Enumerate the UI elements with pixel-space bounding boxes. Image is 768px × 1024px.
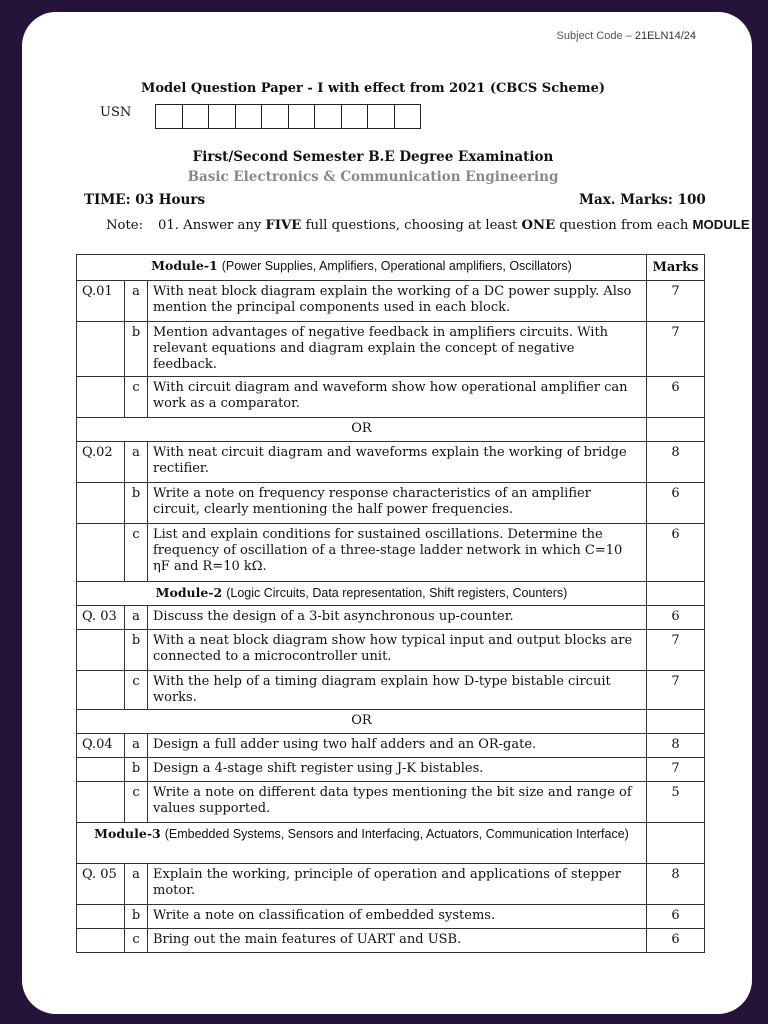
question-text: With the help of a timing diagram explain how D-type bistable circuit works. (148, 671, 647, 710)
module-name: Module-3 (94, 826, 161, 841)
usn-digit-box (394, 104, 422, 129)
exam-title: First/Second Semester B.E Degree Examination (192, 149, 554, 165)
question-row (77, 322, 705, 377)
question-text: Design a 4-stage shift register using J-K bistables. (148, 758, 647, 782)
question-marks: 7 (647, 630, 705, 671)
usn-boxes (155, 104, 420, 129)
usn-digit-box (367, 104, 395, 129)
exam-duration: TIME: 03 Hours (84, 192, 206, 208)
question-marks: 7 (647, 322, 705, 377)
marks-header: Marks (647, 255, 705, 281)
usn-digit-box (261, 104, 289, 129)
or-row (77, 418, 705, 442)
module-heading (77, 823, 647, 864)
module-heading (77, 255, 647, 281)
question-text: Write a note on different data types mentioning the bit size and range of values supported. (148, 782, 647, 823)
instructions-note (106, 217, 750, 233)
sub-label: a (125, 864, 148, 905)
usn-digit-box (288, 104, 316, 129)
question-marks: 7 (647, 281, 705, 322)
question-row (77, 377, 705, 418)
note-text: full questions, choosing at least (301, 218, 522, 233)
question-row (77, 929, 705, 953)
sub-label: c (125, 671, 148, 710)
question-number (77, 905, 125, 929)
question-text: With a neat block diagram show how typical input and output blocks are connected to a microcontroller unit. (148, 630, 647, 671)
note-emphasis: ONE (521, 218, 556, 233)
question-marks: 6 (647, 606, 705, 630)
note-text: 01. Answer any (158, 218, 266, 233)
usn-digit-box (341, 104, 369, 129)
empty-marks (647, 823, 705, 864)
question-row (77, 758, 705, 782)
question-row (77, 671, 705, 710)
sub-label: b (125, 322, 148, 377)
question-number (77, 322, 125, 377)
module-name: Module-2 (155, 585, 223, 600)
sub-label: a (125, 734, 148, 758)
question-row (77, 606, 705, 630)
usn-digit-box (182, 104, 210, 129)
note-text: question from each (555, 218, 693, 233)
sub-label: c (125, 782, 148, 823)
subject-code-value: 21ELN14/24 (634, 30, 696, 42)
module-header-row (77, 823, 705, 864)
question-number (77, 758, 125, 782)
question-marks: 6 (647, 377, 705, 418)
question-row (77, 442, 705, 483)
usn-digit-box (208, 104, 236, 129)
question-marks: 6 (647, 905, 705, 929)
question-row (77, 483, 705, 524)
question-marks: 6 (647, 524, 705, 582)
module-description: (Logic Circuits, Data representation, Shift registers, Counters) (226, 586, 568, 600)
usn-digit-box (155, 104, 183, 129)
or-separator: OR (77, 418, 647, 442)
note-emphasis: MODULE (692, 217, 750, 232)
question-number (77, 524, 125, 582)
subject-title: Basic Electronics & Communication Engineering (187, 169, 559, 185)
module-name: Module-1 (151, 258, 218, 273)
question-text: Design a full adder using two half adders and an OR-gate. (148, 734, 647, 758)
question-paper-page (22, 12, 752, 1014)
question-number (77, 782, 125, 823)
question-number: Q. 03 (77, 606, 125, 630)
question-row (77, 864, 705, 905)
question-marks: 8 (647, 734, 705, 758)
question-text: With neat block diagram explain the working of a DC power supply. Also mention the principal components used in each block. (148, 281, 647, 322)
question-text: Bring out the main features of UART and USB. (148, 929, 647, 953)
question-marks: 5 (647, 782, 705, 823)
question-text: Discuss the design of a 3-bit asynchronous up-counter. (148, 606, 647, 630)
question-number: Q.04 (77, 734, 125, 758)
usn-label: USN (100, 105, 132, 120)
sub-label: c (125, 929, 148, 953)
sub-label: b (125, 905, 148, 929)
usn-digit-box (314, 104, 342, 129)
question-row (77, 630, 705, 671)
module-header-row (77, 255, 705, 281)
question-number (77, 630, 125, 671)
sub-label: c (125, 377, 148, 418)
question-row (77, 281, 705, 322)
questions-table (76, 254, 705, 953)
question-row (77, 524, 705, 582)
question-marks: 7 (647, 758, 705, 782)
question-number: Q.02 (77, 442, 125, 483)
empty-marks (647, 418, 705, 442)
sub-label: b (125, 758, 148, 782)
empty-marks (647, 582, 705, 606)
subject-code-label: Subject Code (556, 30, 623, 42)
max-marks: Max. Marks: 100 (579, 192, 706, 208)
subject-code: Subject Code – 21ELN14/24 (556, 30, 696, 42)
sub-label: a (125, 442, 148, 483)
question-number (77, 671, 125, 710)
question-row (77, 782, 705, 823)
sub-label: c (125, 524, 148, 582)
question-text: List and explain conditions for sustained oscillations. Determine the frequency of oscillation of a three-stage ladder network in which C=10 ηF and R=10 kΩ. (148, 524, 647, 582)
question-row (77, 905, 705, 929)
sub-label: b (125, 483, 148, 524)
empty-marks (647, 710, 705, 734)
question-number (77, 483, 125, 524)
question-text: Write a note on frequency response characteristics of an amplifier circuit, clearly mentioning the half power frequencies. (148, 483, 647, 524)
question-number (77, 929, 125, 953)
or-separator: OR (77, 710, 647, 734)
question-text: Write a note on classification of embedded systems. (148, 905, 647, 929)
sub-label: b (125, 630, 148, 671)
question-marks: 8 (647, 442, 705, 483)
question-text: Mention advantages of negative feedback in amplifiers circuits. With relevant equations and diagram explain the concept of negative feedback. (148, 322, 647, 377)
question-number: Q. 05 (77, 864, 125, 905)
question-marks: 6 (647, 483, 705, 524)
note-label: Note: (106, 218, 144, 233)
module-description: (Embedded Systems, Sensors and Interfacing, Actuators, Communication Interface) (164, 827, 629, 841)
module-description: (Power Supplies, Amplifiers, Operational amplifiers, Oscillators) (221, 259, 572, 273)
question-text: With circuit diagram and waveform show how operational amplifier can work as a comparator. (148, 377, 647, 418)
sub-label: a (125, 281, 148, 322)
or-row (77, 710, 705, 734)
module-heading (77, 582, 647, 606)
question-marks: 8 (647, 864, 705, 905)
module-header-row (77, 582, 705, 606)
question-text: With neat circuit diagram and waveforms explain the working of bridge rectifier. (148, 442, 647, 483)
question-number (77, 377, 125, 418)
question-marks: 6 (647, 929, 705, 953)
question-number: Q.01 (77, 281, 125, 322)
paper-title: Model Question Paper - I with effect from 2021 (CBCS Scheme) (140, 81, 606, 96)
note-emphasis: FIVE (265, 218, 302, 233)
question-text: Explain the working, principle of operation and applications of stepper motor. (148, 864, 647, 905)
sub-label: a (125, 606, 148, 630)
question-marks: 7 (647, 671, 705, 710)
question-row (77, 734, 705, 758)
usn-digit-box (235, 104, 263, 129)
